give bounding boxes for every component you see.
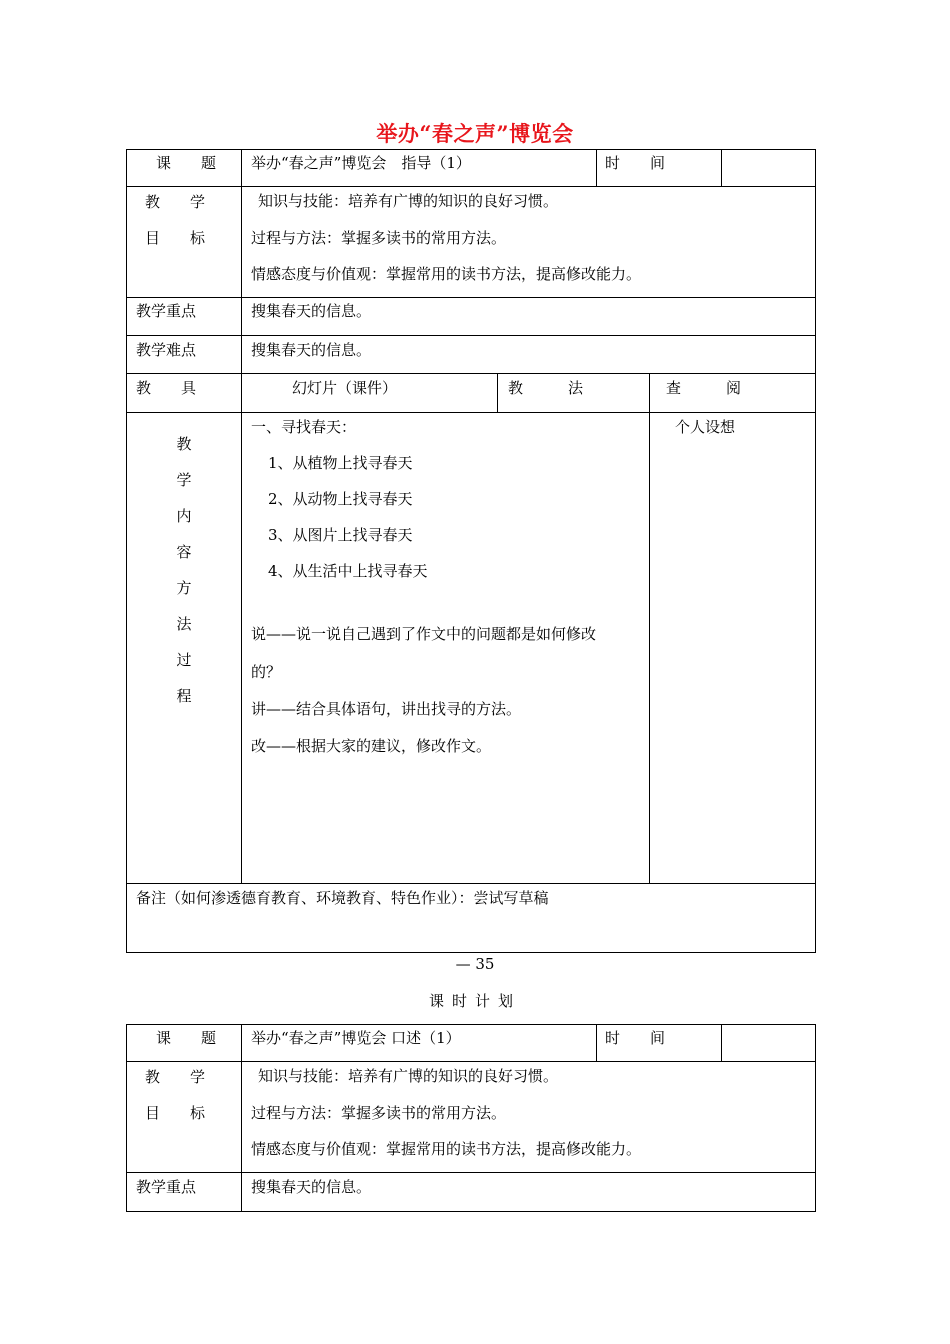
table-divider <box>126 335 816 336</box>
content-label-char: 容 <box>176 543 192 561</box>
content-item: 2、从动物上找寻春天 <box>268 490 413 508</box>
key-point-label: 教学重点 <box>136 302 197 320</box>
table-divider <box>241 149 242 883</box>
content-label-char: 内 <box>176 507 192 525</box>
page-number: — 35 <box>455 955 495 973</box>
goal-item: 知识与技能：培养有广博的知识的良好习惯。 <box>258 192 559 210</box>
table-divider <box>126 412 816 413</box>
table-divider <box>126 297 816 298</box>
difficulty-label: 教学难点 <box>136 341 197 359</box>
table-divider <box>126 1172 816 1173</box>
tools-label: 教 具 <box>136 379 197 397</box>
speak-line: 讲——结合具体语句，讲出找寻的方法。 <box>251 700 522 718</box>
table-divider <box>497 373 498 412</box>
content-label-char: 过 <box>176 651 192 669</box>
content-label-char: 法 <box>176 615 192 633</box>
content-label <box>174 434 194 722</box>
key-point-value: 搜集春天的信息。 <box>251 302 372 320</box>
topic-label: 课 题 <box>156 154 217 172</box>
goal-label-line1: 教 学 <box>145 193 206 211</box>
say-line: 说——说一说自己遇到了作文中的问题都是如何修改 <box>251 625 597 643</box>
table-divider <box>721 149 722 186</box>
table-divider <box>241 1024 242 1212</box>
revise-line: 改——根据大家的建议，修改作文。 <box>251 737 492 755</box>
content-item: 1、从植物上找寻春天 <box>268 454 413 472</box>
tools-value: 幻灯片（课件） <box>292 379 398 397</box>
notes-text: 备注（如何渗透德育教育、环境教育、特色作业）：尝试写草稿 <box>136 889 549 907</box>
goal-item: 情感态度与价值观：掌握常用的读书方法，提高修改能力。 <box>251 265 642 283</box>
content-item: 4、从生活中上找寻春天 <box>268 562 428 580</box>
goal-label-line2: 目 标 <box>145 229 206 247</box>
goal-item: 过程与方法：掌握多读书的常用方法。 <box>251 1104 507 1122</box>
table-divider <box>596 1024 597 1061</box>
goal-label-line1: 教 学 <box>145 1068 206 1086</box>
time-label: 时 间 <box>605 1029 666 1047</box>
time-label: 时 间 <box>605 154 666 172</box>
review-label: 查 阅 <box>666 379 742 397</box>
content-label-char: 教 <box>176 435 192 453</box>
content-label-char: 方 <box>176 579 192 597</box>
goal-item: 过程与方法：掌握多读书的常用方法。 <box>251 229 507 247</box>
table-divider <box>721 1024 722 1061</box>
difficulty-value: 搜集春天的信息。 <box>251 341 372 359</box>
goal-item: 知识与技能：培养有广博的知识的良好习惯。 <box>258 1067 559 1085</box>
key-point-value: 搜集春天的信息。 <box>251 1178 372 1196</box>
content-label-char: 学 <box>176 471 192 489</box>
table-divider <box>126 373 816 374</box>
goal-label-line2: 目 标 <box>145 1104 206 1122</box>
content-item: 3、从图片上找寻春天 <box>268 526 413 544</box>
table-divider <box>126 186 816 187</box>
topic-label: 课 题 <box>156 1029 217 1047</box>
key-point-label: 教学重点 <box>136 1178 197 1196</box>
topic-value: 举办“春之声”博览会 口述（1） <box>251 1029 461 1047</box>
topic-value: 举办“春之声”博览会 指导（1） <box>251 154 471 172</box>
table-divider <box>126 1061 816 1062</box>
document-title: 举办“春之声”博览会 <box>376 121 574 146</box>
table-divider <box>596 149 597 186</box>
method-label: 教 法 <box>508 379 584 397</box>
goal-item: 情感态度与价值观：掌握常用的读书方法，提高修改能力。 <box>251 1140 642 1158</box>
table-divider <box>649 373 650 883</box>
say-line: 的？ <box>251 663 282 681</box>
table-divider <box>126 883 816 884</box>
personal-idea-label: 个人设想 <box>675 418 736 436</box>
content-label-char: 程 <box>176 687 192 705</box>
content-heading: 一、寻找春天： <box>251 418 357 436</box>
section-subtitle: 课时计划 <box>428 992 521 1010</box>
